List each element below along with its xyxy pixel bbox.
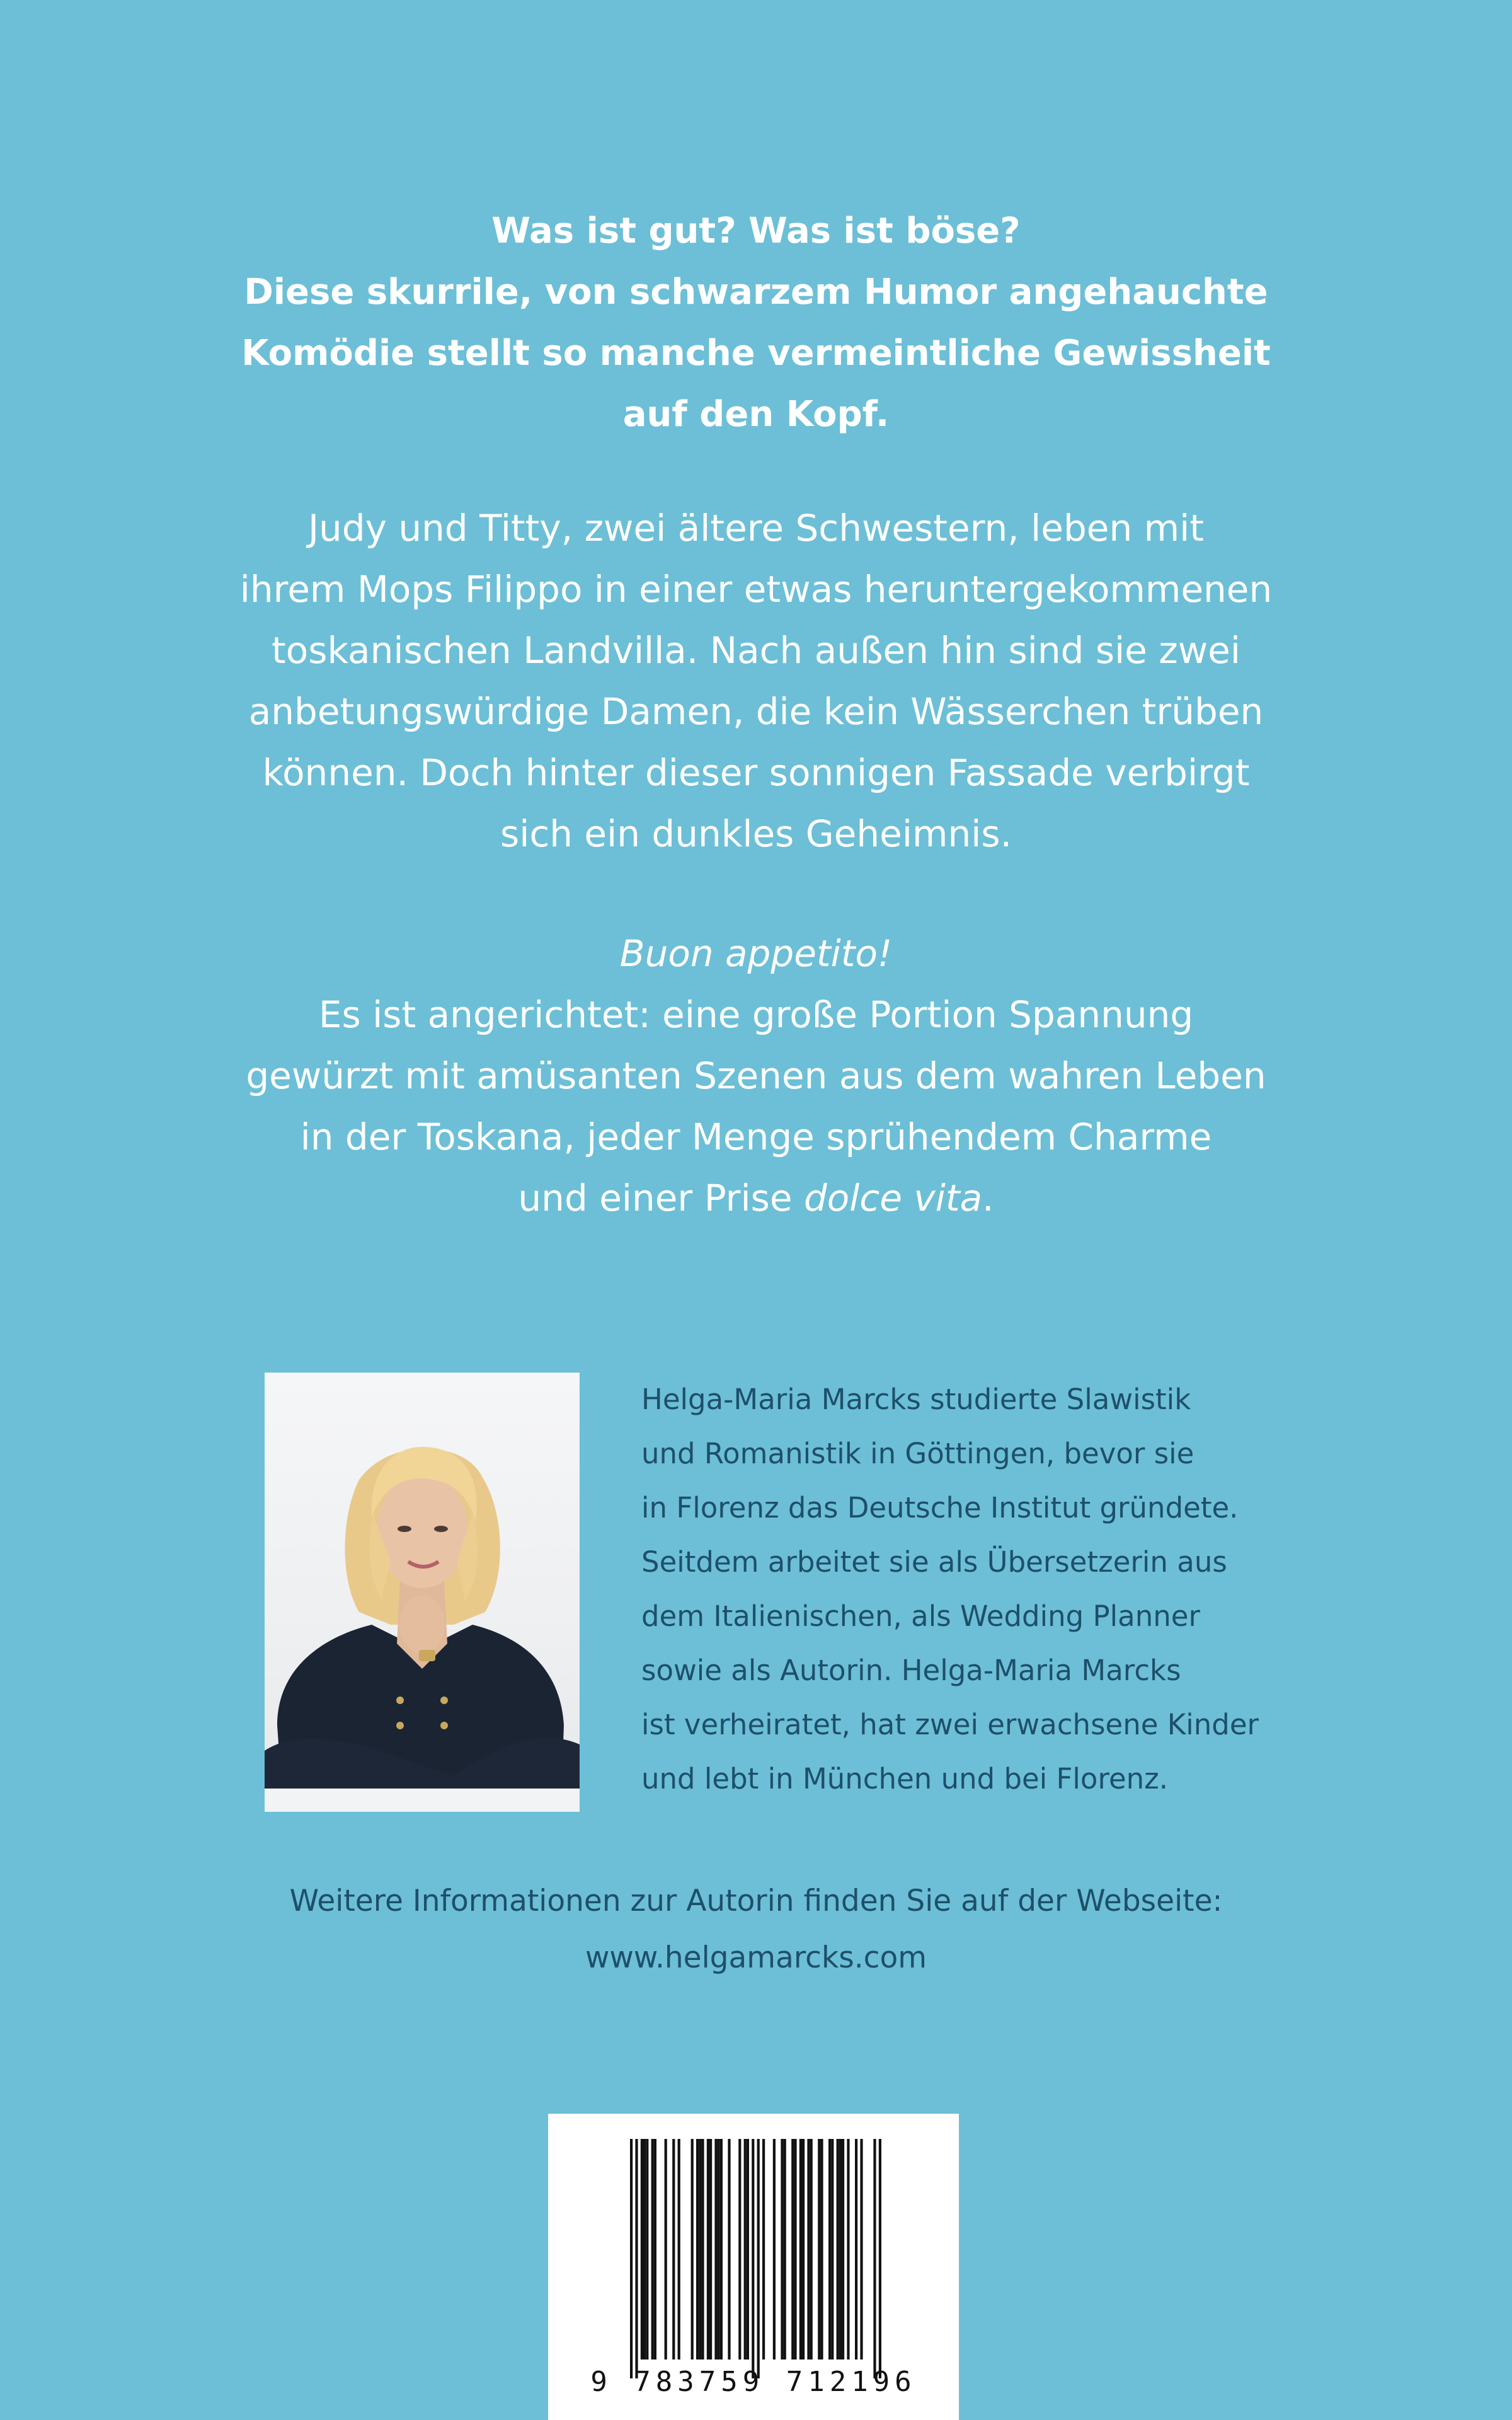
bio-line: Seitdem arbeitet sie als Übersetzerin aus [641,1545,1227,1579]
bio-line: dem Italienischen, als Wedding Planner [641,1599,1200,1633]
barcode-bar [828,2139,831,2360]
story-line: ihrem Mops Filippo in einer etwas heruntergekommenen [239,568,1273,611]
website-link[interactable]: www.helgamarcks.com [585,1940,927,1975]
teaser-block [158,200,1354,445]
bio-line: Helga-Maria Marcks studierte Slawistik [641,1383,1191,1416]
barcode-bar [701,2139,704,2360]
barcode-bar [720,2139,723,2360]
barcode-bar [651,2139,654,2360]
barcode-bar [802,2139,805,2360]
teaser-line: Was ist gut? Was ist böse? [491,210,1021,251]
isbn-barcode [548,2114,959,2420]
appetito-line: gewürzt mit amüsanten Szenen aus dem wahren Leben [246,1054,1266,1097]
more-info [158,1873,1354,1986]
appetito-line4-suffix: . [982,1177,994,1219]
story-blurb [158,498,1354,865]
bio-line: und lebt in München und bei Florenz. [641,1762,1169,1795]
appetito-line: in der Toskana, jeder Menge sprühendem Charme [300,1115,1212,1158]
barcode-bar [873,2139,876,2378]
barcode-bar [820,2139,823,2360]
barcode-bar [707,2139,709,2360]
story-line: können. Doch hinter dieser sonnigen Fassade verbirgt [262,751,1250,794]
barcode-bar [643,2139,646,2360]
story-line: Judy und Titty, zwei ältere Schwestern, leben mit [307,507,1205,550]
appetito-line [158,1168,1354,1229]
barcode-bar [747,2139,749,2360]
author-bio [641,1373,1259,1806]
barcode-bar [762,2139,765,2360]
barcode-bar [773,2139,776,2360]
barcode-bar [807,2139,810,2360]
isbn-number: 9 783759 712196 [590,2366,917,2398]
barcode-bar [837,2139,839,2360]
barcode-bar [744,2139,747,2360]
barcode-bar [738,2139,741,2360]
barcode-bar [630,2139,633,2378]
barcode-bar [855,2139,857,2360]
barcode-bar [646,2139,648,2360]
bio-line: ist verheiratet, hat zwei erwachsene Kinder [641,1708,1259,1741]
barcode-bar [842,2139,844,2360]
barcode-bar [672,2139,675,2360]
appetito-heading: Buon appetito! [619,932,893,975]
appetito-line4-prefix: und einer Prise [518,1177,804,1219]
dolce-vita-italic: dolce vita [803,1177,983,1219]
barcode-bar [699,2139,701,2360]
barcode-bar [654,2139,656,2360]
bio-line: und Romanistik in Göttingen, bevor sie [641,1437,1194,1470]
story-line: anbetungswürdige Damen, die kein Wässerchen trüben [248,690,1264,733]
appetito-blurb [158,923,1354,1229]
barcode-bar [728,2139,730,2360]
teaser-line: auf den Kopf. [622,394,890,435]
barcode-bar [714,2139,717,2360]
barcode-bar [781,2139,783,2360]
barcode-bar [860,2139,862,2360]
barcode-bar [641,2139,643,2360]
teaser-line: Diese skurrile, von schwarzem Humor angehauchte [244,272,1268,313]
barcode-bar [709,2139,712,2360]
barcode-bar [635,2139,638,2378]
barcode-bar [791,2139,794,2360]
barcode-bar [839,2139,842,2360]
barcode-bar [794,2139,796,2360]
bio-line: in Florenz das Deutsche Institut gründete. [641,1491,1239,1524]
barcode-bar [831,2139,833,2360]
barcode-bar [665,2139,667,2360]
teaser-line: Komödie stellt so manche vermeintliche Gewissheit [241,333,1271,374]
barcode-bar [691,2139,694,2360]
barcode-bar [784,2139,786,2360]
appetito-line: Es ist angerichtet: eine große Portion Spannung [318,993,1194,1036]
barcode-bar [678,2139,680,2360]
author-photo [265,1373,580,1812]
barcode-bar [752,2139,754,2378]
barcode-bar [879,2139,881,2378]
bio-line: sowie als Autorin. Helga-Maria Marcks [641,1654,1181,1687]
more-info-text: Weitere Informationen zur Autorin finden Sie auf der Webseite: [289,1884,1223,1918]
barcode-bar [810,2139,813,2360]
barcode-bar [696,2139,699,2360]
author-portrait-illustration [265,1373,580,1812]
barcode-bar [757,2139,760,2378]
barcode-bar [818,2139,820,2360]
barcode-bar [847,2139,849,2360]
barcode-bar [718,2139,720,2360]
barcode-bar [799,2139,802,2360]
story-line: sich ein dunkles Geheimnis. [500,812,1012,855]
story-line: toskanischen Landvilla. Nach außen hin sind sie zwei [272,629,1240,672]
